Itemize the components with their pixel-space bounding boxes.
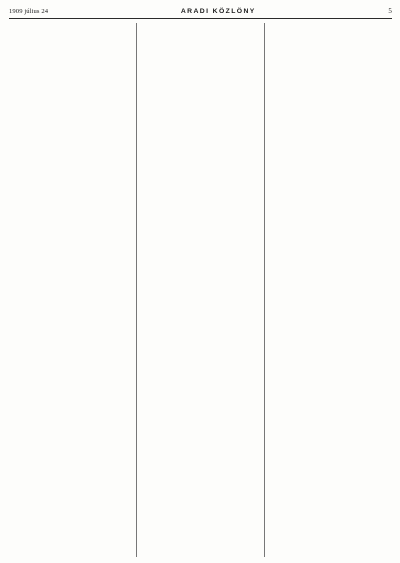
article-columns <box>9 23 392 557</box>
running-head <box>9 6 392 17</box>
masthead: ARADI KÖZLÖNY <box>180 8 256 15</box>
issue-date: 1909 július 24 <box>9 8 49 15</box>
header-rule <box>9 18 392 19</box>
column-3 <box>264 23 392 557</box>
column-2 <box>136 23 264 557</box>
column-1 <box>9 23 136 557</box>
page-number: 5 <box>388 7 392 15</box>
